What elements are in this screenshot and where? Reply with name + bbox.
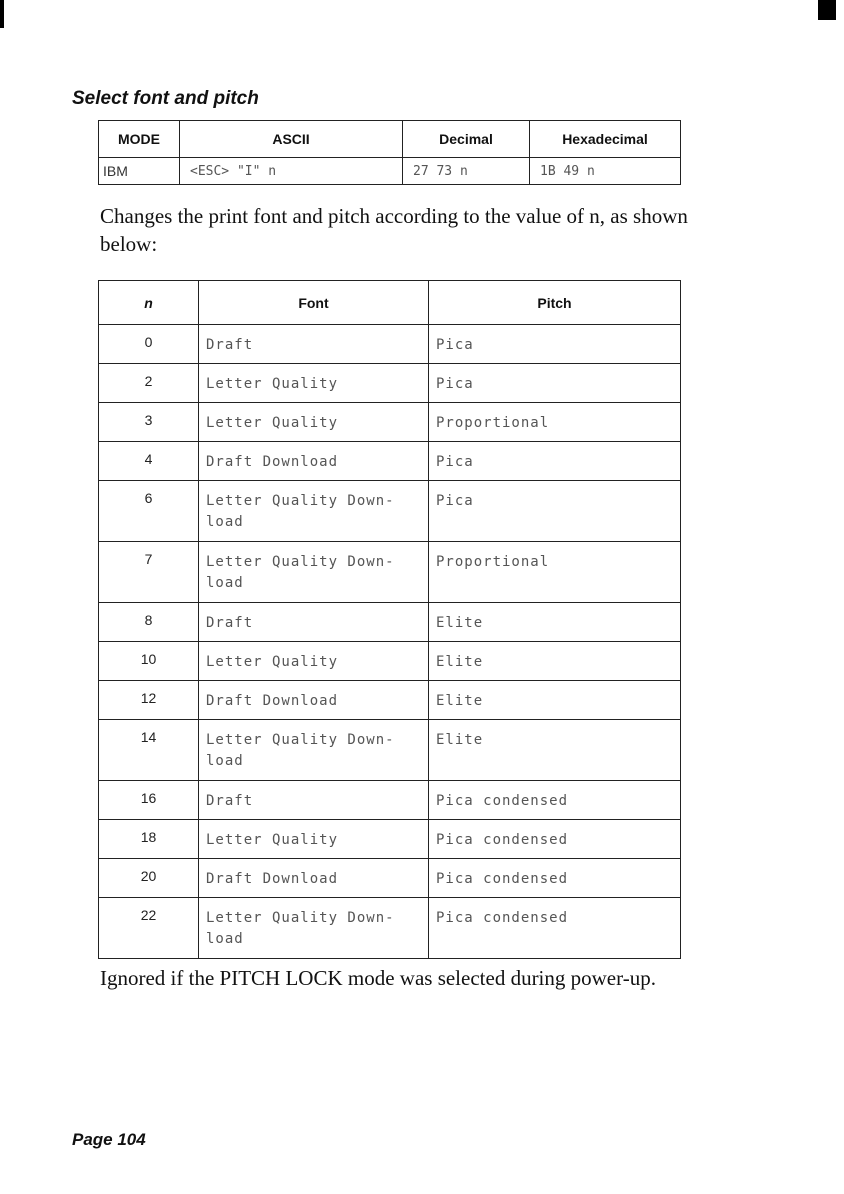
cell-n: 20 — [99, 859, 199, 898]
cell-font: Letter Quality Down- load — [199, 481, 429, 542]
cell-font: Draft — [199, 325, 429, 364]
table-row — [99, 481, 681, 542]
table-row — [99, 442, 681, 481]
cell-font: Draft Download — [199, 442, 429, 481]
scan-mark-left — [0, 0, 4, 28]
table-row — [99, 681, 681, 720]
command-table-row — [99, 158, 681, 185]
cell-font: Draft — [199, 781, 429, 820]
cell-pitch: Proportional — [429, 403, 681, 442]
header-font: Font — [199, 281, 429, 325]
cell-pitch: Pica — [429, 325, 681, 364]
cell-n: 2 — [99, 364, 199, 403]
page-number: Page 104 — [72, 1130, 146, 1149]
cell-pitch: Pica condensed — [429, 898, 681, 959]
table-row — [99, 642, 681, 681]
cell-pitch: Pica — [429, 442, 681, 481]
cell-font: Letter Quality Down- load — [199, 720, 429, 781]
cell-n: 16 — [99, 781, 199, 820]
cell-mode: IBM — [99, 158, 180, 185]
cell-font: Letter Quality — [199, 820, 429, 859]
header-pitch: Pitch — [429, 281, 681, 325]
command-table-header — [99, 121, 681, 158]
cell-n: 22 — [99, 898, 199, 959]
cell-n: 10 — [99, 642, 199, 681]
cell-font: Letter Quality — [199, 364, 429, 403]
cell-font: Letter Quality — [199, 642, 429, 681]
section-heading: Select font and pitch — [72, 88, 259, 109]
cell-n: 6 — [99, 481, 199, 542]
header-mode: MODE — [99, 121, 180, 158]
table-row — [99, 898, 681, 959]
cell-pitch: Pica — [429, 364, 681, 403]
cell-font: Letter Quality Down- load — [199, 898, 429, 959]
cell-pitch: Proportional — [429, 542, 681, 603]
table-row — [99, 859, 681, 898]
font-table-header — [99, 281, 681, 325]
cell-pitch: Pica — [429, 481, 681, 542]
cell-pitch: Elite — [429, 720, 681, 781]
cell-n: 4 — [99, 442, 199, 481]
ignored-paragraph: Ignored if the PITCH LOCK mode was selected during power-up. — [100, 966, 656, 990]
command-table — [98, 120, 681, 185]
cell-n: 12 — [99, 681, 199, 720]
cell-ascii: <ESC> "I" n — [180, 158, 403, 185]
intro-paragraph: Changes the print font and pitch according to the value of n, as shown below: — [100, 204, 688, 256]
cell-pitch: Pica condensed — [429, 820, 681, 859]
table-row — [99, 325, 681, 364]
cell-n: 18 — [99, 820, 199, 859]
table-row — [99, 820, 681, 859]
table-row — [99, 603, 681, 642]
table-row — [99, 781, 681, 820]
cell-pitch: Pica condensed — [429, 781, 681, 820]
font-pitch-table — [98, 280, 681, 959]
scan-mark-right — [818, 0, 836, 20]
table-row — [99, 542, 681, 603]
header-ascii: ASCII — [180, 121, 403, 158]
header-n: n — [99, 281, 199, 325]
header-hexadecimal: Hexadecimal — [530, 121, 681, 158]
table-row — [99, 720, 681, 781]
cell-font: Draft Download — [199, 681, 429, 720]
header-decimal: Decimal — [403, 121, 530, 158]
cell-n: 0 — [99, 325, 199, 364]
cell-n: 7 — [99, 542, 199, 603]
cell-hex: 1B 49 n — [530, 158, 681, 185]
cell-pitch: Elite — [429, 603, 681, 642]
table-row — [99, 364, 681, 403]
cell-font: Draft — [199, 603, 429, 642]
cell-n: 14 — [99, 720, 199, 781]
cell-n: 8 — [99, 603, 199, 642]
cell-font: Letter Quality — [199, 403, 429, 442]
cell-n: 3 — [99, 403, 199, 442]
cell-pitch: Pica condensed — [429, 859, 681, 898]
cell-decimal: 27 73 n — [403, 158, 530, 185]
cell-pitch: Elite — [429, 642, 681, 681]
cell-font: Draft Download — [199, 859, 429, 898]
cell-font: Letter Quality Down- load — [199, 542, 429, 603]
table-row — [99, 403, 681, 442]
cell-pitch: Elite — [429, 681, 681, 720]
